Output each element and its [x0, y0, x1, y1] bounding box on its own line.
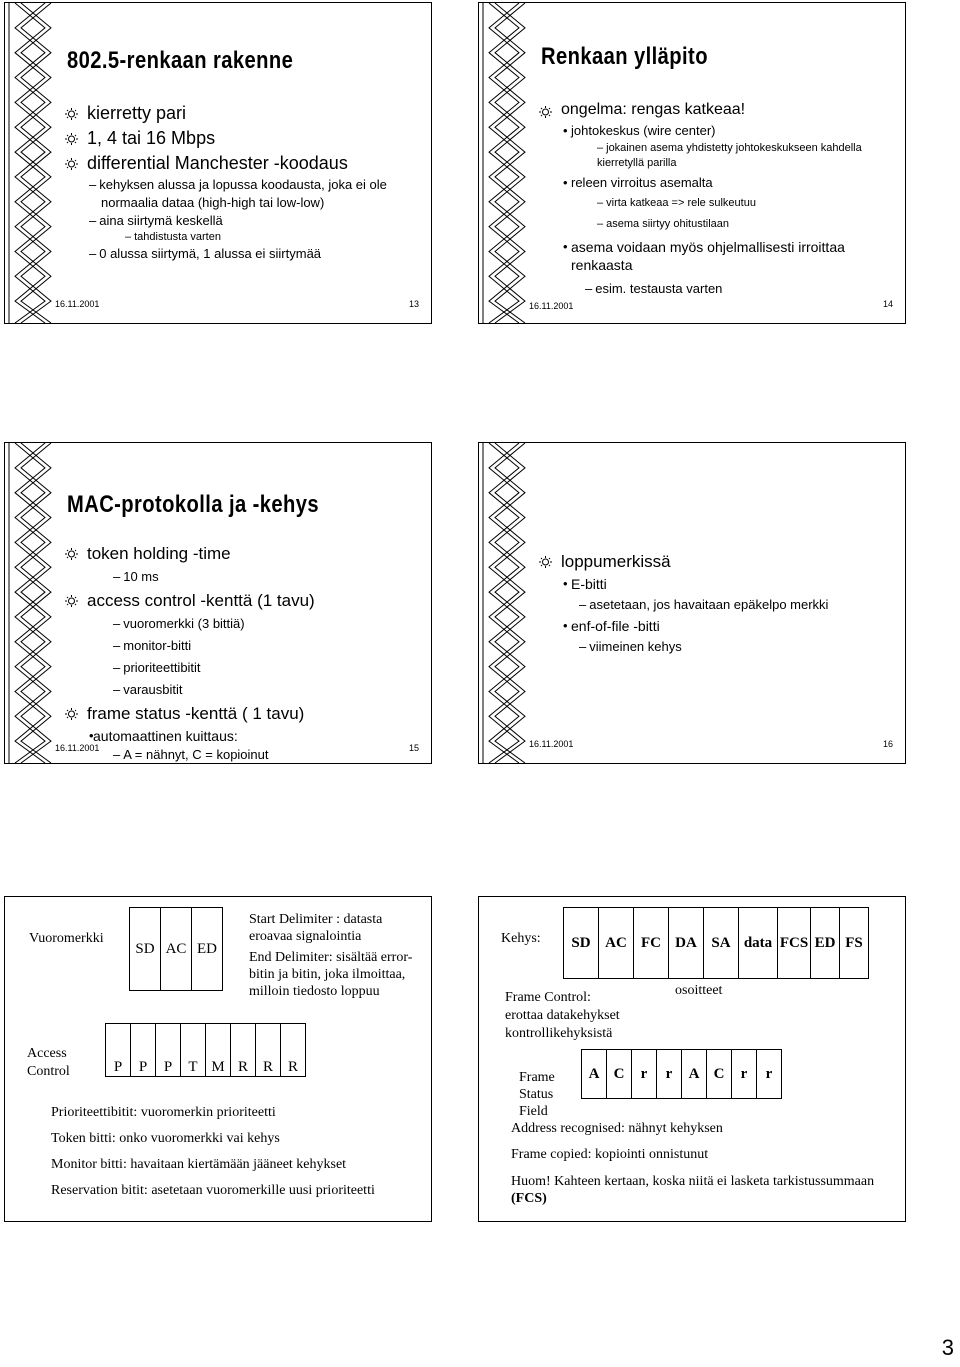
bullet-icon [65, 595, 78, 607]
fs-bit: r [632, 1050, 657, 1099]
fc-note-line: erottaa datakehykset [505, 1008, 620, 1023]
slide-15 [4, 442, 432, 764]
ac-bit: T [181, 1024, 206, 1077]
token-cell: ED [192, 908, 223, 991]
sub-dash-item: – tahdistusta varten [125, 231, 221, 243]
dash-item: – A = nähnyt, C = kopioinut [113, 747, 269, 762]
bullet-item: frame status -kenttä ( 1 tavu) [63, 701, 413, 726]
fs-bit: A [582, 1050, 607, 1099]
bit-description: Token bitti: onko vuoromerkki vai kehys [51, 1131, 280, 1146]
slide-number: 13 [408, 299, 419, 309]
frame-cell: DA [669, 908, 704, 979]
huom-line: (FCS) [511, 1191, 547, 1206]
fs-bit: C [607, 1050, 632, 1099]
frame-cell: SD [564, 908, 599, 979]
frame-control-note [505, 989, 620, 1043]
sd-note: Start Delimiter : datasta eroavaa signalointia [249, 912, 383, 944]
frame-cell: SA [704, 908, 739, 979]
frame-status-bits [581, 1049, 782, 1099]
bullet-icon [65, 108, 78, 120]
braid-decoration [479, 3, 529, 323]
slide-content [537, 99, 877, 298]
ac-bit: R [281, 1024, 306, 1077]
page-number: 3 [941, 1335, 954, 1360]
dash-item: – kehyksen alussa ja lopussa koodausta, joka ei ole normaalia dataa (high-high tai low-low) [89, 177, 387, 210]
fc-note-line: kontrollikehyksistä [505, 1026, 613, 1041]
ac-bit: P [156, 1024, 181, 1077]
dash-item: – esim. testausta varten [585, 281, 723, 296]
ac-bit: P [106, 1024, 131, 1077]
fc-note-line: Frame Control: [505, 990, 591, 1005]
dot-item: • johtokeskus (wire center) [537, 121, 877, 141]
bit-description: Monitor bitti: havaitaan kiertämään jääneet kehykset [51, 1157, 347, 1172]
bullet-item: token holding -time [63, 541, 413, 566]
frame-copied-line: Frame copied: kopiointi onnistunut [511, 1147, 709, 1162]
slide-number: 16 [882, 739, 893, 749]
huom-line: Huom! Kahteen kertaan, koska niitä ei lasketa tarkistussummaan [511, 1174, 875, 1189]
access-control-bits [105, 1023, 306, 1077]
dash-item: – monitor-bitti [113, 638, 192, 653]
ac-bit: R [231, 1024, 256, 1077]
bullet-icon [65, 158, 78, 170]
frame-cell: data [739, 908, 778, 979]
frame-cell: ED [811, 908, 840, 979]
dash-item: – 10 ms [113, 569, 159, 584]
bullet-item: loppumerkissä [537, 549, 887, 574]
ed-note-line: bitin ja bitin, joka ilmoittaa, [249, 967, 406, 982]
braid-decoration [5, 443, 55, 763]
dash-item: – varausbitit [113, 682, 183, 697]
sub-dash-item: – jokainen asema yhdistetty johtokeskukseen kahdella kierretyllä parilla [597, 142, 862, 169]
dot-item: • releen virroitus asemalta [537, 173, 877, 193]
address-recognised-line: Address recognised: nähnyt kehyksen [511, 1121, 723, 1136]
slide-title: Renkaan ylläpito [541, 43, 708, 70]
bullet-item: access control -kenttä (1 tavu) [63, 588, 413, 613]
braid-decoration [5, 3, 55, 323]
note-box-token [4, 896, 432, 1222]
bit-description: Prioriteettibitit: vuoromerkin prioriteetti [51, 1105, 276, 1120]
frame-cell: AC [599, 908, 634, 979]
dash-item: – 0 alussa siirtymä, 1 alussa ei siirtymää [89, 246, 322, 261]
bullet-icon [539, 106, 552, 118]
slide-14 [478, 2, 906, 324]
fs-bit: r [757, 1050, 782, 1099]
fs-bit: A [682, 1050, 707, 1099]
ac-bit: R [256, 1024, 281, 1077]
slide-title: MAC-protokolla ja -kehys [67, 491, 320, 518]
braid-decoration [479, 443, 529, 763]
dash-item: – asetetaan, jos havaitaan epäkelpo merkki [579, 597, 829, 612]
frame-status-label [519, 1069, 555, 1120]
access-label-line: Access [27, 1046, 67, 1061]
dot-item: • automaattinen kuittaus: [63, 726, 413, 746]
fs-bit: r [657, 1050, 682, 1099]
ac-bit: P [131, 1024, 156, 1077]
ac-bit: M [206, 1024, 231, 1077]
sub-dash-item: – asema siirtyy ohitustilaan [597, 218, 730, 230]
dash-item: – viimeinen kehys [579, 639, 682, 654]
vuoromerkki-label: Vuoromerkki [29, 931, 104, 946]
ed-note [249, 949, 412, 1000]
osoitteet-label: osoitteet [675, 983, 723, 998]
slide-number: 14 [882, 299, 893, 309]
bullet-item: differential Manchester -koodaus [63, 151, 423, 176]
access-label-line: Control [27, 1064, 70, 1079]
bullet-icon [65, 708, 78, 720]
slide-title: 802.5-renkaan rakenne [67, 47, 294, 74]
slide-date: 16.11.2001 [55, 299, 100, 309]
token-cells [129, 907, 223, 991]
slide-date: 16.11.2001 [529, 739, 574, 749]
dot-item: • enf-of-file -bitti [537, 616, 887, 636]
bit-description: Reservation bitit: asetetaan vuoromerkille uusi prioriteetti [51, 1183, 375, 1198]
bullet-icon [65, 133, 78, 145]
token-cell: SD [130, 908, 161, 991]
fs-bit: C [707, 1050, 732, 1099]
bullet-icon [539, 556, 552, 568]
ed-note-line: milloin tiedosto loppuu [249, 984, 380, 999]
dash-item: – aina siirtymä keskellä [89, 213, 223, 228]
slide-16 [478, 442, 906, 764]
slide-date: 16.11.2001 [529, 301, 574, 311]
bullet-item: 1, 4 tai 16 Mbps [63, 126, 423, 151]
fs-label-line: Field [519, 1104, 548, 1119]
fs-label-line: Frame [519, 1070, 555, 1085]
bullet-icon [65, 548, 78, 560]
kehys-label: Kehys: [501, 931, 541, 946]
ed-note-line: End Delimiter: sisältää error- [249, 950, 413, 965]
slide-content [537, 549, 887, 658]
dot-item: • asema voidaan myös ohjelmallisesti irroittaa renkaasta [537, 238, 851, 274]
dash-item: – vuoromerkki (3 bittiä) [113, 616, 245, 631]
huom-note [511, 1173, 874, 1207]
bullet-item: ongelma: rengas katkeaa! [537, 99, 877, 121]
sub-dash-item: – virta katkeaa => rele sulkeutuu [597, 197, 756, 209]
note-box-frame [478, 896, 906, 1222]
fs-label-line: Status [519, 1087, 554, 1102]
slide-content [63, 541, 413, 764]
frame-cell: FCS [778, 908, 811, 979]
slide-number: 15 [408, 743, 419, 753]
frame-cell: FC [634, 908, 669, 979]
access-control-label [27, 1045, 70, 1081]
slide-13 [4, 2, 432, 324]
dot-item: • E-bitti [537, 574, 887, 594]
frame-cells [563, 907, 869, 979]
slide-content [63, 101, 423, 263]
dash-item: – prioriteettibitit [113, 660, 201, 675]
bullet-item: kierretty pari [63, 101, 423, 126]
token-cell: AC [161, 908, 192, 991]
frame-cell: FS [840, 908, 869, 979]
slide-date: 16.11.2001 [55, 743, 100, 753]
fs-bit: r [732, 1050, 757, 1099]
